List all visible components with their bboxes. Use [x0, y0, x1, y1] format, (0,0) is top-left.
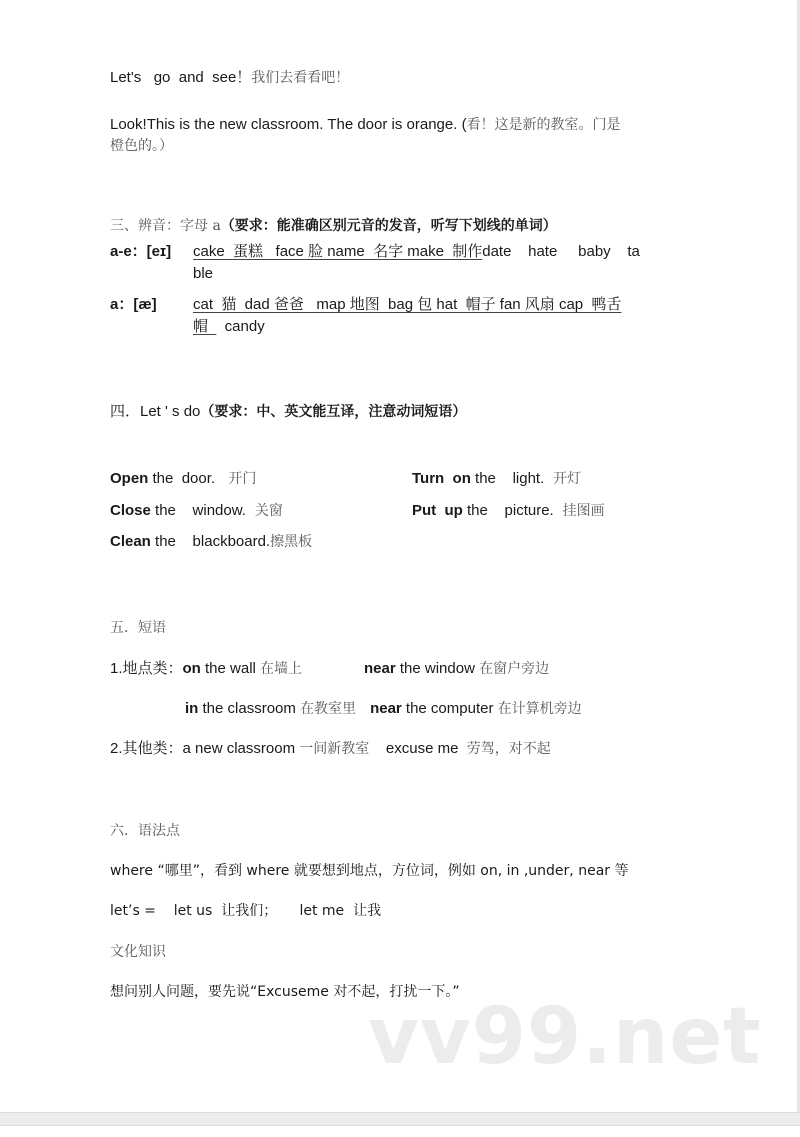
intro-line-2: [110, 114, 621, 136]
location-phrases-row-1: [110, 658, 302, 680]
section4-title-prefix: 四．Let ' s do: [110, 403, 201, 420]
intro-line-1-en: Let's go and see！: [110, 69, 252, 86]
phrase-rest: the wall: [200, 660, 261, 677]
phrase-rest: the door.: [148, 470, 216, 487]
intro-line-1-cn: 我们去看看吧！: [251, 70, 350, 86]
phrase-rest: the blackboard.: [150, 533, 271, 550]
location-phrases-row-2: [185, 698, 582, 720]
phrase-bold: on: [182, 660, 201, 677]
phrase-cn: 一间新教室: [299, 741, 370, 757]
phrase-en: a new classroom: [182, 740, 300, 757]
section5-title: [110, 617, 166, 639]
category-label-location: 1.地点类：: [110, 660, 183, 677]
phonics-a-e-cont: ble: [193, 265, 214, 282]
phrase-rest: the picture.: [462, 502, 554, 519]
phrase-cn: 擦黑板: [270, 534, 313, 550]
phrase-rest: the light.: [470, 470, 545, 487]
phrase-rest: the classroom: [198, 700, 301, 717]
section3-title: [110, 215, 557, 237]
phonics-row-a: [193, 294, 683, 338]
phonics-label-a: a：[æ]: [110, 296, 157, 313]
phonics-a-cont-plain: candy: [216, 318, 265, 335]
phrase-cn: 开灯: [544, 471, 582, 487]
intro-line-2-cont-cn: 橙色的。）: [110, 138, 173, 154]
phrase-turn-on-light: [412, 468, 581, 490]
phonics-row-a-e: [193, 241, 683, 285]
phrase-en: excuse me: [369, 740, 467, 757]
category-label-other: 2.其他类：: [110, 740, 183, 757]
intro-line-1: [110, 67, 349, 89]
phrase-verb: Clean: [110, 533, 151, 550]
grammar-where-line: where “哪里”，看到 where 就要想到地点，方位词，例如 on, in ,under, near 等: [110, 863, 629, 879]
phrase-cn: 劳驾，对不起: [466, 741, 551, 757]
phrase-cn: 在墙上: [260, 661, 303, 677]
culture-title-text: 文化知识: [110, 944, 166, 960]
grammar-lets-line: let’s = let us 让我们； let me 让我: [110, 903, 382, 919]
phonics-a-cont-underlined: 帽: [193, 318, 217, 335]
phonics-a-underlined: cat 猫 dad 爸爸 map 地图 bag 包 hat 帽子 fan 风扇 cap 鸭舌: [193, 296, 622, 313]
page-separator: [0, 1112, 800, 1126]
phonics-a-e-underlined: cake 蛋糕 face 脸 name 名字 make 制作: [193, 243, 483, 260]
phrase-cn: 挂图画: [553, 503, 605, 519]
section6-title-text: 六．语法点: [110, 823, 180, 839]
phrase-verb: Put up: [412, 502, 463, 519]
watermark: vv99.net: [368, 992, 762, 1082]
section5-title-text: 五．短语: [110, 620, 166, 636]
phrase-cn: 在教室里: [300, 701, 357, 717]
phrase-cn: 关窗: [245, 503, 283, 519]
phrase-bold: near: [370, 700, 402, 717]
section3-title-req: （要求：能准确区别元音的发音，听写下划线的单词）: [220, 218, 557, 234]
phrase-cn: 在计算机旁边: [497, 701, 582, 717]
phrase-clean-blackboard: [110, 531, 312, 553]
intro-line-2-cont: [110, 135, 173, 157]
phrase-open-door: [110, 468, 256, 490]
location-phrase-near-window: [364, 658, 549, 680]
section6-title: [110, 820, 180, 842]
phrase-cn: 在窗户旁边: [479, 661, 550, 677]
phrase-put-up-picture: [412, 500, 605, 522]
culture-line: 想问别人问题，要先说“Excuseme 对不起，打扰一下。”: [110, 984, 460, 1000]
phrase-rest: the window.: [150, 502, 246, 519]
intro-line-2-cn: 看！这是新的教室。门是: [466, 117, 621, 133]
phrase-verb: Open: [110, 470, 149, 487]
phonics-label-a-e: a-e：[eɪ]: [110, 243, 172, 260]
phrase-rest: the computer: [401, 700, 498, 717]
other-phrases-row: [110, 738, 551, 760]
phrase-verb: Close: [110, 502, 151, 519]
section3-title-prefix: 三、辨音：字母 a: [110, 218, 221, 234]
phrase-rest: the window: [395, 660, 480, 677]
section4-title: [110, 401, 466, 423]
intro-line-2-en: Look!This is the new classroom. The door is orange. (: [110, 116, 467, 133]
phrase-cn: 开门: [215, 471, 257, 487]
section4-title-req: （要求：中、英文能互译，注意动词短语）: [200, 404, 467, 420]
phrase-verb: Turn on: [412, 470, 471, 487]
phrase-bold: near: [364, 660, 396, 677]
phrase-close-window: [110, 500, 283, 522]
culture-title: [110, 941, 166, 963]
phrase-bold: in: [185, 700, 199, 717]
phonics-a-e-plain: date hate baby ta: [482, 243, 640, 260]
